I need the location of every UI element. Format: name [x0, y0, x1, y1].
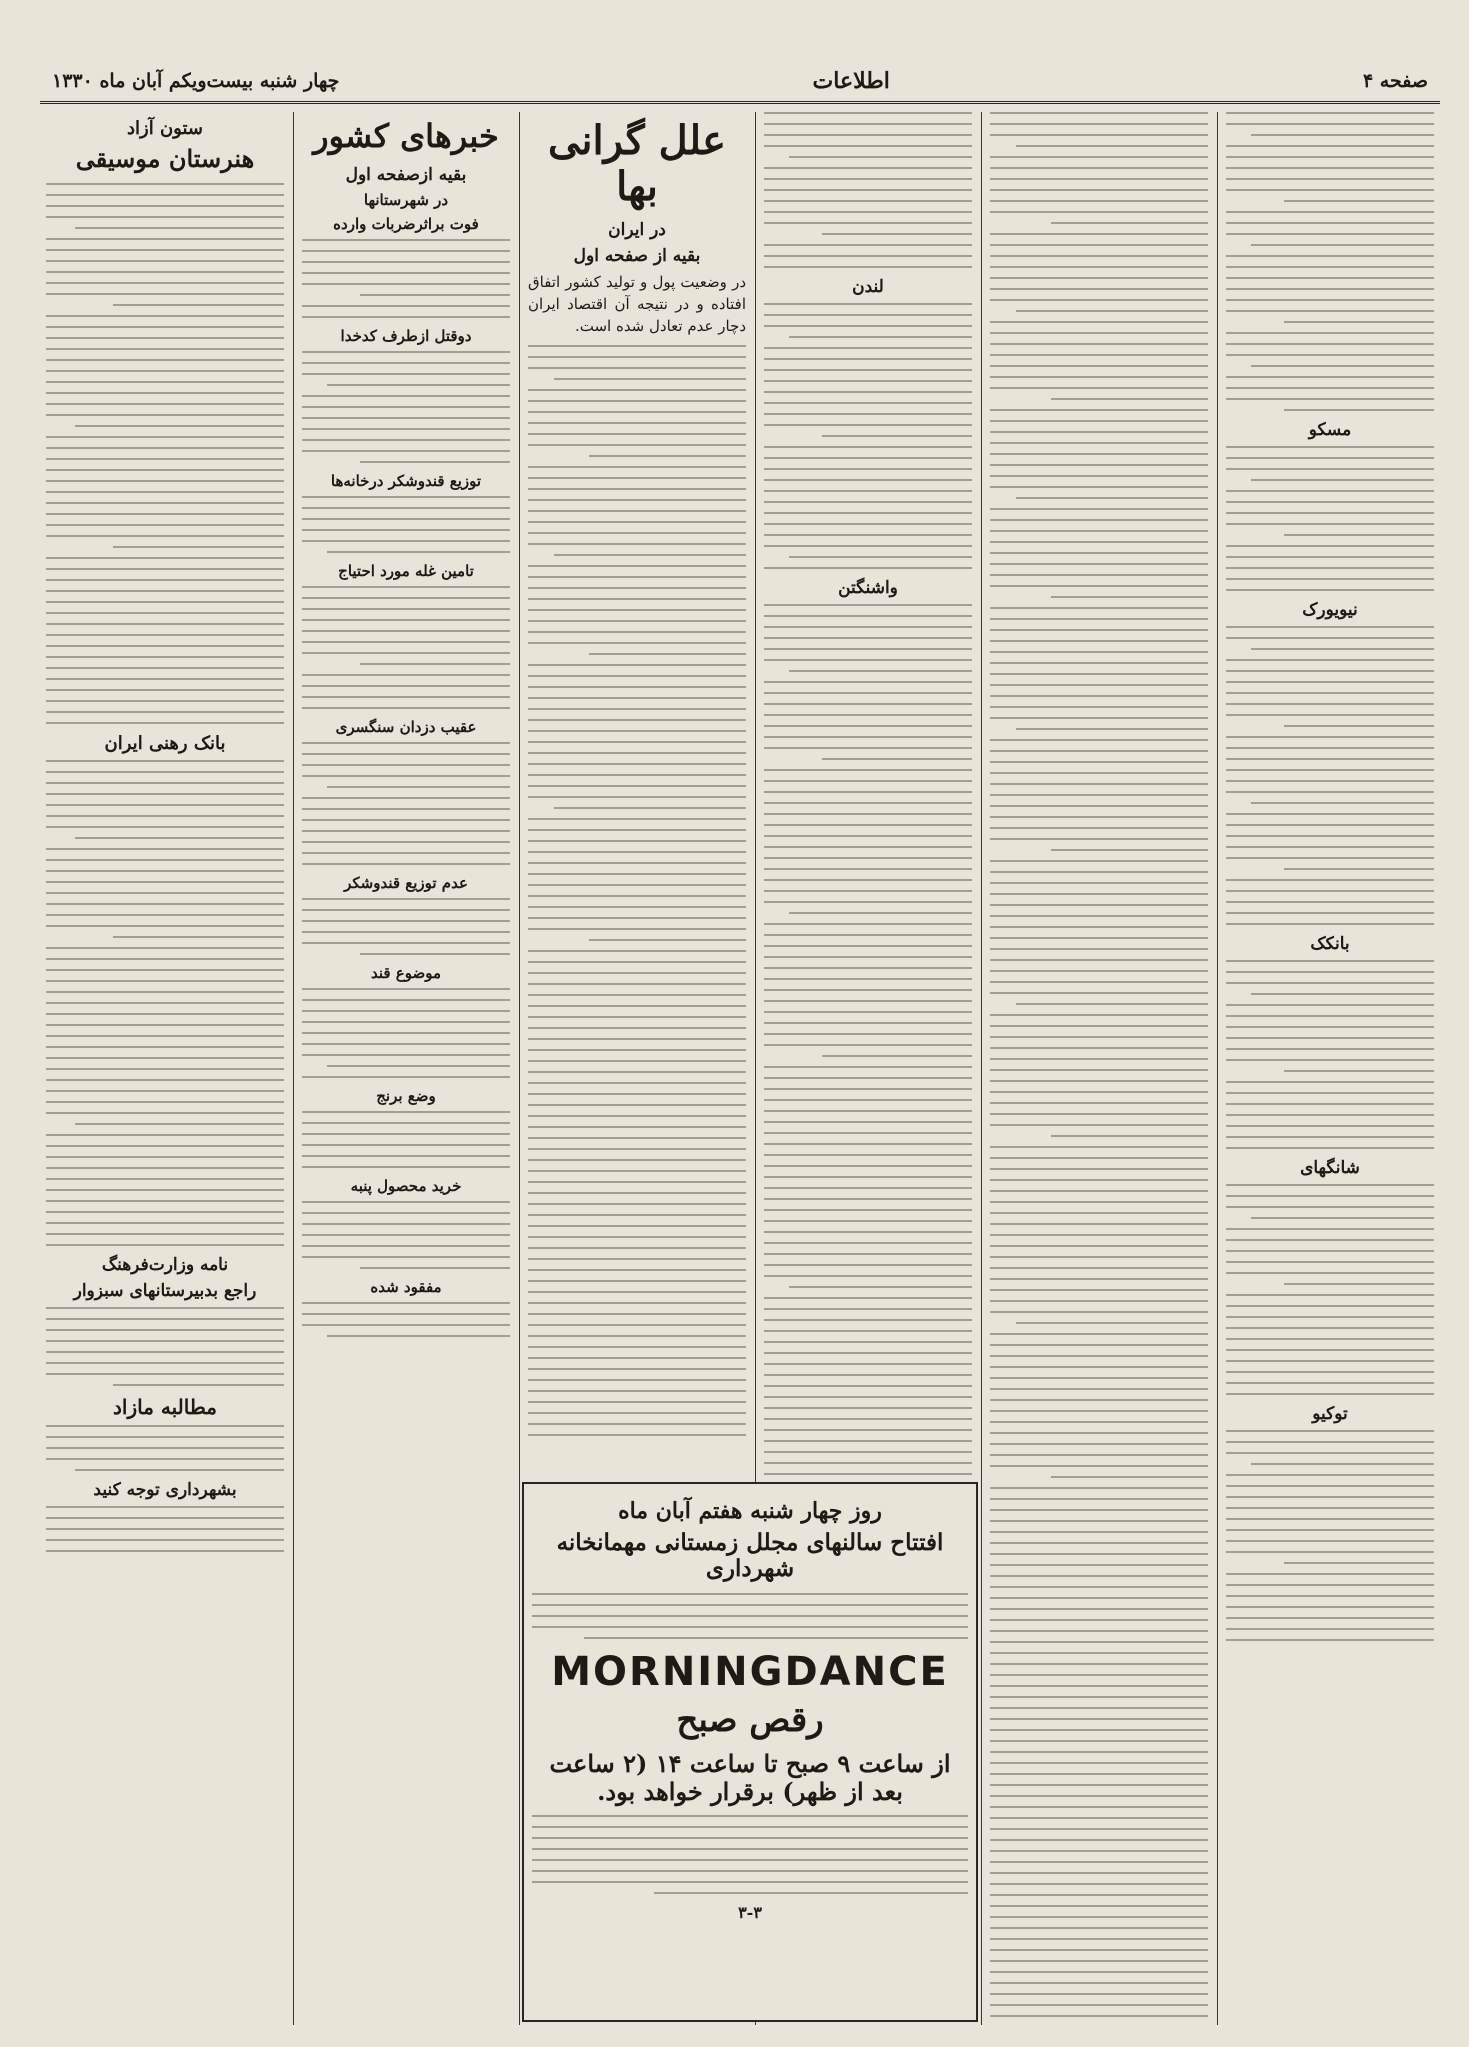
newyork-dateline: نیویورک: [1302, 600, 1358, 620]
news-item-heading: تامین غله مورد احتیاج: [338, 561, 474, 580]
shanghai-dateline: شانگهای: [1300, 1158, 1360, 1178]
washington-dateline: واشنگتن: [838, 578, 898, 598]
tokyo-dateline: توکیو: [1312, 1404, 1348, 1424]
news-item-heading: مفقود شده: [370, 1277, 442, 1296]
bank-heading: بانک رهنی ایران: [104, 732, 226, 754]
news-item-heading: خرید محصول پنبه: [350, 1176, 462, 1195]
advert-hours: از ساعت ۹ صبح تا ساعت ۱۴ (۲ ساعت بعد از ظهر) برقرار خواهد بود.: [549, 1748, 951, 1806]
news-item-heading: عدم توزیع قندوشکر: [344, 873, 468, 892]
news-item-heading: دوقتل ازطرف کدخدا: [340, 326, 472, 345]
right-column-text-top: [1226, 112, 1434, 411]
free-column: [40, 112, 290, 2025]
right-column-text-4: [1226, 960, 1434, 1149]
advertisement-box: [522, 1482, 978, 2022]
newspaper-page: [40, 60, 1440, 2025]
right-column-text-6: [1226, 1430, 1434, 1641]
column-two-text: [990, 112, 1208, 2025]
demand-heading: مطالبه مازاد: [113, 1394, 217, 1419]
letter-heading: راجع بدبیرستانهای سبزوار: [73, 1280, 257, 1301]
free-column-title: ستون آزاد: [126, 118, 203, 139]
bangkok-dateline: بانکک: [1310, 934, 1350, 954]
municipality-heading: بشهرداری توجه کنید: [93, 1479, 237, 1500]
advert-line1: روز چهار شنبه هفتم آبان ماه: [618, 1498, 882, 1524]
news-item-heading: عقیب دزدان سنگسری: [335, 717, 477, 736]
news-item-heading: وضع برنج: [376, 1086, 436, 1105]
main-article-text: [528, 345, 746, 1436]
column-three-text-top: [764, 112, 972, 268]
news-item-heading: موضوع قند: [370, 963, 441, 982]
page-label: صفحه ۴: [1362, 69, 1428, 92]
main-article-body: در وضعیت پول و تولید کشور اتفاق افتاده و در نتیجه آن اقتصاد ایران دچار عدم تعادل شده است.: [528, 273, 746, 335]
columns: [40, 112, 1440, 2025]
country-news-continued: بقیه ازصفحه اول: [345, 164, 467, 185]
column-three-text-3: [764, 604, 972, 1475]
main-article-subtitle: در ایران: [608, 220, 666, 240]
free-column-heading: هنرستان موسیقی: [75, 144, 255, 173]
paper-name: اطلاعات: [812, 67, 890, 94]
country-news-section: در شهرستانها: [363, 190, 449, 209]
london-dateline: لندن: [852, 277, 884, 297]
column-three-text-2: [764, 303, 972, 569]
advert-line2: افتتاح سالنهای مجلل زمستانی مهمانخانه شهرداری: [556, 1529, 944, 1583]
moscow-dateline: مسکو: [1308, 420, 1352, 440]
advert-fa-title: رقص صبح: [676, 1699, 824, 1740]
country-news-column: [296, 112, 516, 2025]
country-news-title: خبرهای کشور: [313, 117, 499, 155]
right-column-text-2: [1226, 446, 1434, 591]
main-article-continued: بقیه از صفحه اول: [573, 246, 701, 266]
advert-ref: ۳-۳: [738, 1903, 762, 1923]
right-column: [1220, 112, 1440, 2025]
news-item-heading: توزیع قندوشکر درخانه‌ها: [330, 471, 482, 490]
column-two: [984, 112, 1214, 2025]
advert-latin-title: MORNINGDANCE: [551, 1648, 949, 1695]
right-column-text-3: [1226, 626, 1434, 925]
ministry-heading: نامه وزارت‌فرهنگ: [101, 1254, 229, 1275]
issue-date: چهار شنبه بیست‌ویکم آبان ماه ۱۳۳۰: [52, 69, 340, 92]
right-column-text-5: [1226, 1184, 1434, 1395]
masthead: [40, 60, 1440, 104]
main-article-title: علل گرانی بها: [547, 117, 727, 210]
news-item-heading: فوت براثرضربات وارده: [333, 214, 479, 233]
